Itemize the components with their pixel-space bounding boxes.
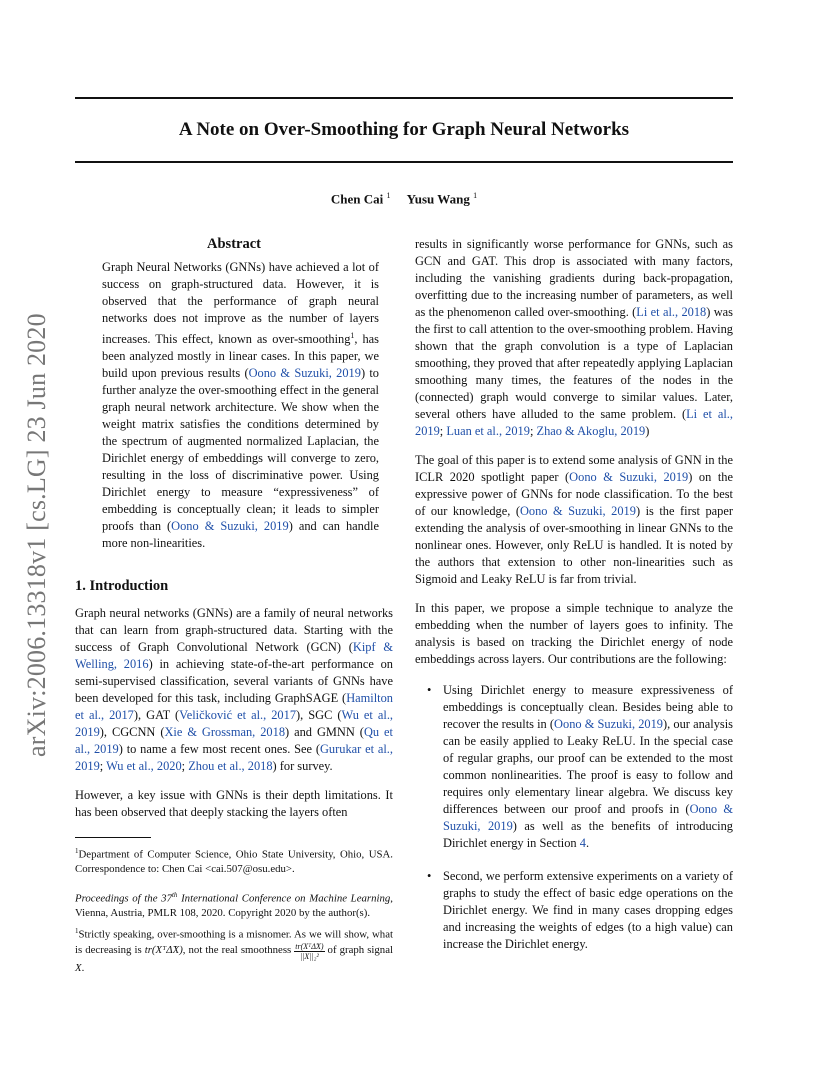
arxiv-identifier: arXiv:2006.13318v1 [cs.LG] 23 Jun 2020 — [22, 313, 51, 757]
citation-link[interactable]: Oono & Suzuki, 2019 — [519, 504, 636, 518]
citation-link[interactable]: Oono & Suzuki, 2019 — [248, 366, 361, 381]
citation-link[interactable]: Wu et al., 2020 — [106, 759, 182, 774]
list-item: • Using Dirichlet energy to measure expressiveness of embeddings is conceptually clean. Besides being able to recover the results in (Oono & Suzuki, 2019), our analysis can be easily applied to Leaky ReLU. In the special case of regular graphs, our proof can be extended to the most common nonlinearities. The proof is easy to follow and requires only elementary linear algebra. We discuss key differences between our proof and proofs in (Oono & Suzuki, 2019) as well as the benefits of introducing Dirichlet energy in Section 4. — [415, 682, 733, 852]
intro-paragraph-1: Graph neural networks (GNNs) are a family of neural networks that can learn from graph-structured data. Starting with the success of Graph Convolutional Network (GCN) (Kipf & Welling, 2016) in achieving state-of-the-art performance on semi-supervised classification, several variants of GNNs have been developed for this task, including GraphSAGE (Hamilton et al., 2017), GAT (Veličković et al., 2017), SGC (Wu et al., 2019), CGCNN (Xie & Grossman, 2018) and GMNN (Qu et al., 2019) to name a few most recent ones. See (Gurukar et al., 2019; Wu et al., 2020; Zhou et al., 2018) for survey. — [75, 606, 394, 774]
citation-link[interactable]: Kipf & Welling, 2016 — [75, 640, 393, 672]
citation-link[interactable]: Oono & Suzuki, 2019 — [569, 470, 689, 484]
citation-link[interactable]: Li et al., 2019 — [415, 407, 733, 438]
intro-paragraph-3: results in significantly worse performance for GNNs, such as GCN and GAT. This drop is associated with many factors, including the vanishing gradients during back-propagation, overfitting due to the increasing number of parameters, as well as the phenomenon called over-smoothing. (Li et al., 2018) was the first to call attention to the over-smoothing problem. Having shown that the graph convolution is a type of Laplacian smoothing, they proved that after repeatedly applying Laplacian smoothing many times, the features of the nodes in the (connected) graph would converge to similar values. Later, several others have alluded to the same problem. (Li et al., 2019; Luan et al., 2019; Zhao & Akoglu, 2019) — [415, 237, 733, 438]
right-column — [415, 236, 733, 953]
citation-link[interactable]: Veličković et al., 2017 — [179, 708, 297, 723]
title-rule-top — [75, 97, 733, 99]
citation-link[interactable]: Li et al., 2018 — [636, 305, 707, 319]
citation-link[interactable]: Luan et al., 2019 — [446, 424, 530, 438]
footnote-ref[interactable]: 1 — [350, 331, 355, 340]
footnote-rule — [75, 837, 151, 838]
footnote-affiliation: $^1$Department of Computer Science, Ohio State University, Ohio, USA. Correspondence to: Chen Cai <cai.507@osu.edu>. — [75, 847, 393, 876]
citation-link[interactable]: Gurukar et al., 2019 — [75, 742, 393, 774]
section-link[interactable]: 4 — [579, 836, 586, 850]
paper-title: A Note on Over-Smoothing for Graph Neural Networks — [178, 119, 630, 140]
list-item: • Second, we perform extensive experiments on a variety of graphs to study the effect of basic edge operations on the Dirichlet energy. We find in many cases dropping edges and increasing the weights of edges (to a high value) can increase the Dirichlet energy. — [415, 868, 733, 953]
contribution-list — [415, 682, 733, 953]
author-affiliation-mark: 1 — [386, 191, 391, 200]
abstract-text: Graph Neural Networks (GNNs) have achieved a lot of success on graph-structured data. However, it is observed that the performance of graph neural networks does not improve as the number of layers increases. This effect, known as over-smoothing$^1$, has been analyzed mostly in linear cases. In this paper, we build upon previous results (Oono & Suzuki, 2019) to further analyze the over-smoothing effect in the general graph neural network architecture. We show when the weight matrix satisfies the conditions determined by the spectrum of augmented normalized Laplacian, the Dirichlet energy of embeddings will converge to zero, resulting in the loss of discriminative power. Using Dirichlet energy to measure “expressiveness” of embedding is conceptually clean; it leads to simpler proofs than (Oono & Suzuki, 2019) and can handle more non-linearities. — [102, 260, 379, 551]
math-trace: tr(XᵀΔ̃X) — [144, 944, 183, 957]
abstract-heading: Abstract — [207, 236, 261, 252]
intro-paragraph-4: The goal of this paper is to extend some analysis of GNN in the ICLR 2020 spotlight paper (Oono & Suzuki, 2019) on the expressive power of GNNs for node classification. To the best of our knowledge, (Oono & Suzuki, 2019) is the first paper extending the analysis of over-smoothing in linear GNNs to the nonlinear ones. However, only ReLU is handled. It is noted by the authors that extension to other non-linearities such as Sigmoid and Leaky ReLU is far from trivial. — [415, 453, 733, 586]
footnote-proceedings: Proceedings of the 37th International Conference on Machine Learning, Vienna, Austria, PMLR 108, 2020. Copyright 2020 by the author(s). — [75, 890, 393, 919]
left-column — [75, 236, 393, 976]
citation-link[interactable]: Hamilton et al., 2017 — [75, 691, 393, 723]
footnote-1: $^1$Strictly speaking, over-smoothing is a misnomer. As we will show, what is decreasing is tr(XᵀΔ̃X), not the real smoothness $\frac{\text{tr(XᵀΔ̃X)}}{\text{||X||₂²}}$ of graph signal X. — [75, 927, 393, 975]
author-name: Chen Cai — [330, 191, 384, 207]
intro-paragraph-2: However, a key issue with GNNs is their depth limitations. It has been observed that deeply stacking the layers often — [75, 788, 393, 820]
citation-link[interactable]: Qu et al., 2019 — [75, 725, 393, 757]
author-list — [75, 191, 733, 207]
author-affiliation-mark: 1 — [473, 191, 478, 200]
section-heading-introduction: 1. Introduction — [75, 578, 169, 595]
citation-link[interactable]: Oono & Suzuki, 2019 — [554, 717, 664, 731]
citation-link[interactable]: Wu et al., 2019 — [75, 708, 394, 740]
citation-link[interactable]: Oono & Suzuki, 2019 — [171, 519, 289, 534]
citation-link[interactable]: Zhou et al., 2018 — [188, 759, 273, 774]
title-rule-bottom — [75, 161, 733, 163]
math-fraction: $\frac{\text{tr(XᵀΔ̃X)}}{\text{||X||₂²}}$ — [295, 942, 324, 962]
author-name: Yusu Wang — [406, 191, 470, 207]
citation-link[interactable]: Zhao & Akoglu, 2019 — [536, 424, 646, 438]
intro-paragraph-5: In this paper, we propose a simple technique to analyze the embedding when the number of layers goes to infinity. The analysis is based on tracking the Dirichlet energy of node embeddings across layers. Our contributions are the following: — [415, 601, 733, 666]
citation-link[interactable]: Xie & Grossman, 2018 — [164, 725, 286, 740]
citation-link[interactable]: Oono & Suzuki, 2019 — [443, 802, 733, 833]
